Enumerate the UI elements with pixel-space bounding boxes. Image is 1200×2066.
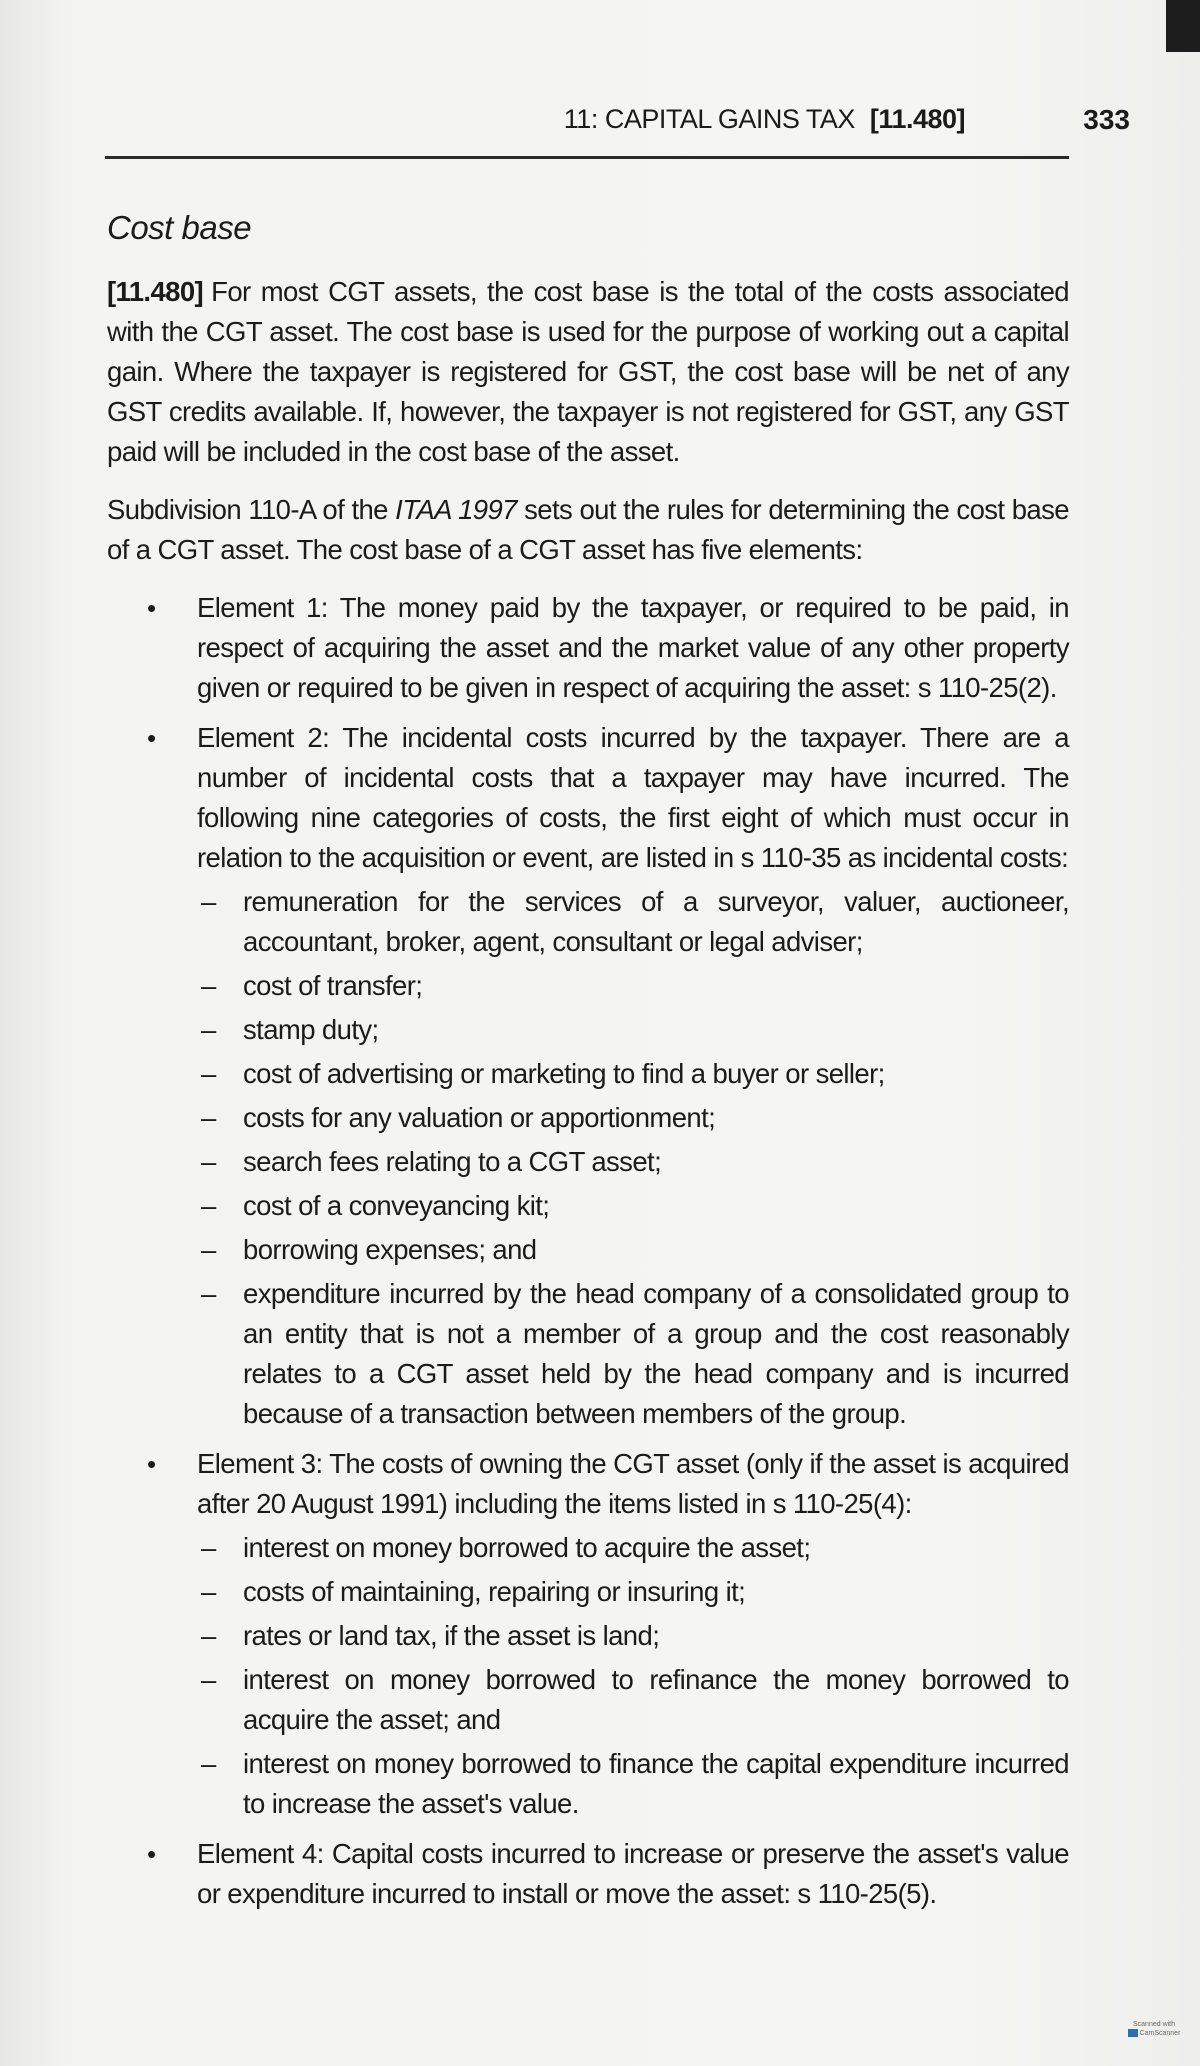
sub-item-text: cost of transfer;	[243, 970, 423, 1001]
sub-item-text: borrowing expenses; and	[243, 1234, 537, 1265]
sub-item	[107, 1274, 1069, 1434]
sub-item-text: remuneration for the services of a surveyor, valuer, auctioneer, accountant, broker, agent, consultant or legal adviser;	[243, 886, 1069, 957]
statute-name: ITAA 1997	[395, 494, 517, 525]
camscanner-logo-icon	[1128, 2029, 1138, 2037]
sub-item	[107, 882, 1069, 962]
sub-item	[107, 1054, 1069, 1094]
dash-icon: –	[201, 1234, 216, 1265]
dash-icon: –	[201, 970, 216, 1001]
element-item	[107, 718, 1069, 1434]
sub-item-text: interest on money borrowed to refinance the money borrowed to acquire the asset; and	[243, 1664, 1069, 1735]
dash-icon: –	[201, 1146, 216, 1177]
bullet-icon: •	[147, 593, 156, 623]
watermark-brand: CamScanner	[1139, 2030, 1181, 2037]
sub-item-list	[107, 1528, 1069, 1824]
sub-item	[107, 1744, 1069, 1824]
element-item	[107, 588, 1069, 708]
sub-item-text: costs for any valuation or apportionment;	[243, 1102, 716, 1133]
sub-item-list	[107, 882, 1069, 1434]
dash-icon: –	[201, 1664, 216, 1695]
sub-item	[107, 1186, 1069, 1226]
paragraph-1-text: For most CGT assets, the cost base is the total of the costs associated with the CGT asset. The cost base is used for the purpose of working out a capital gain. Where the taxpayer is registered for GST, the cost base will be net of any GST credits available. If, however, the taxpayer is not registered for GST, any GST paid will be included in the cost base of the asset.	[107, 276, 1069, 467]
scan-corner-mark	[1166, 0, 1200, 52]
sub-item	[107, 1528, 1069, 1568]
sub-item	[107, 966, 1069, 1006]
sub-item	[107, 1142, 1069, 1182]
watermark-line-2	[1122, 2029, 1186, 2038]
elements-list	[107, 588, 1069, 1914]
element-item	[107, 1834, 1069, 1914]
sub-item-text: cost of advertising or marketing to find a buyer or seller;	[243, 1058, 885, 1089]
sub-item-text: cost of a conveyancing kit;	[243, 1190, 550, 1221]
sub-item	[107, 1098, 1069, 1138]
paragraph-2-text-a: Subdivision 110-A of the	[107, 494, 396, 525]
sub-item-text: rates or land tax, if the asset is land;	[243, 1620, 660, 1651]
sub-item	[107, 1230, 1069, 1270]
dash-icon: –	[201, 1748, 216, 1779]
paragraph-1	[107, 272, 1069, 472]
chapter-title	[564, 104, 965, 135]
paragraph-2	[107, 490, 1069, 570]
watermark-line-1: Scanned with	[1132, 2021, 1176, 2028]
element-text: Element 4: Capital costs incurred to increase or preserve the asset's value or expenditure incurred to install or move the asset: s 110-25(5).	[197, 1838, 1069, 1909]
sub-item-text: interest on money borrowed to finance the capital expenditure incurred to increase the asset's value.	[243, 1748, 1069, 1819]
page-content	[107, 204, 1069, 1924]
sub-item-text: expenditure incurred by the head company of a consolidated group to an entity that is not a member of a group and the cost reasonably relates to a CGT asset held by the head company and is incurred because of a transaction between members of the group.	[243, 1278, 1069, 1429]
element-text: Element 3: The costs of owning the CGT asset (only if the asset is acquired after 20 August 1991) including the items listed in s 110-25(4):	[197, 1448, 1069, 1519]
header-rule	[105, 156, 1069, 159]
header-paragraph-ref: [11.480]	[869, 104, 965, 134]
chapter-label: 11: CAPITAL GAINS TAX	[563, 104, 855, 134]
sub-item	[107, 1010, 1069, 1050]
dash-icon: –	[201, 1620, 216, 1651]
sub-item	[107, 1616, 1069, 1656]
sub-item-text: interest on money borrowed to acquire the asset;	[243, 1532, 811, 1563]
sub-item-text: search fees relating to a CGT asset;	[243, 1146, 662, 1177]
bullet-icon: •	[147, 1839, 156, 1869]
page-number: 333	[1083, 104, 1130, 135]
sub-item-text: stamp duty;	[243, 1014, 379, 1045]
sub-item	[107, 1660, 1069, 1740]
dash-icon: –	[201, 1014, 216, 1045]
dash-icon: –	[201, 1190, 216, 1221]
dash-icon: –	[201, 886, 216, 917]
section-title: Cost base	[107, 209, 252, 246]
scanner-watermark	[1122, 2020, 1186, 2050]
dash-icon: –	[201, 1102, 216, 1133]
bullet-icon: •	[147, 1449, 156, 1479]
running-header	[0, 104, 1130, 144]
element-text: Element 1: The money paid by the taxpayer, or required to be paid, in respect of acquiring the asset and the market value of any other property given or required to be given in respect of acquiring the asset: s 110-25(2).	[197, 592, 1069, 703]
dash-icon: –	[201, 1278, 216, 1309]
paragraph-ref: [11.480]	[107, 276, 204, 307]
dash-icon: –	[201, 1058, 216, 1089]
paragraph-2-text-b: sets out the rules for determining the cost base of a CGT asset. The cost base of a CGT asset has five elements:	[107, 494, 1069, 565]
dash-icon: –	[201, 1532, 216, 1563]
sub-item	[107, 1572, 1069, 1612]
dash-icon: –	[201, 1576, 216, 1607]
element-text: Element 2: The incidental costs incurred by the taxpayer. There are a number of incidental costs that a taxpayer may have incurred. The following nine categories of costs, the first eight of which must occur in relation to the acquisition or event, are listed in s 110-35 as incidental costs:	[197, 722, 1069, 873]
element-item	[107, 1444, 1069, 1824]
sub-item-text: costs of maintaining, repairing or insuring it;	[243, 1576, 746, 1607]
bullet-icon: •	[147, 723, 156, 753]
